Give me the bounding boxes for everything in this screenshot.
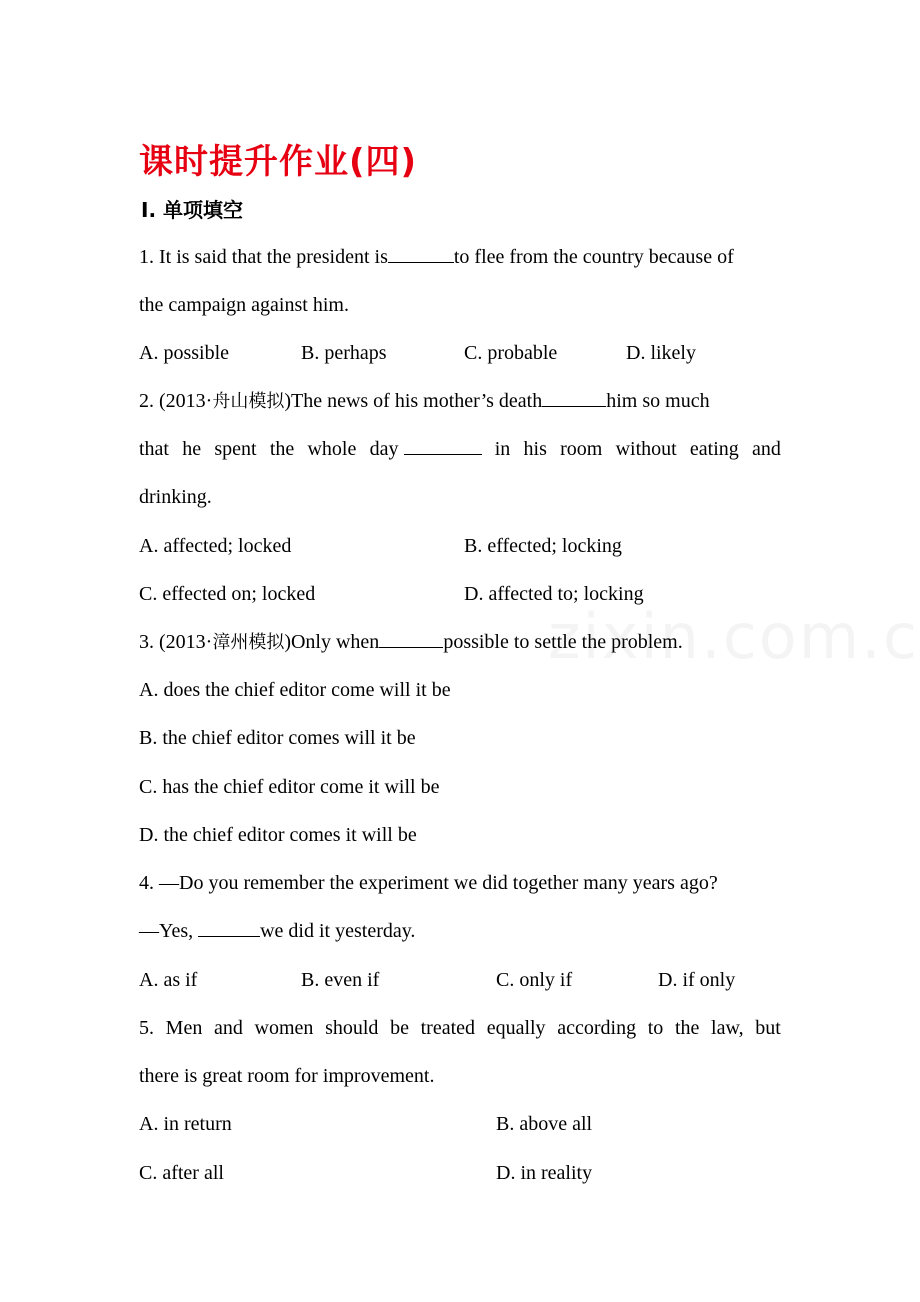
question-1-line-2: the campaign against him.	[139, 294, 349, 316]
word: the	[674, 1017, 700, 1039]
q4-option-b: B. even if	[301, 969, 380, 991]
q2-option-a: A. affected; locked	[139, 535, 292, 557]
question-5-line-1	[139, 1014, 781, 1042]
question-text: 2. (2013·	[139, 390, 213, 412]
word: the	[269, 438, 295, 460]
q3-option-c: C. has the chief editor come it will be	[139, 776, 440, 798]
word: whole	[307, 438, 357, 460]
question-text: 1. It is said that the president is	[139, 246, 388, 268]
word: room	[560, 438, 603, 460]
q1-option-d: D. likely	[626, 342, 696, 364]
q1-option-a: A. possible	[139, 342, 229, 364]
answer-blank	[542, 388, 606, 407]
question-4-line-1: 4. —Do you remember the experiment we did together many years ago?	[139, 872, 718, 894]
answer-blank	[404, 436, 482, 455]
word: day	[369, 438, 399, 460]
q3-option-d: D. the chief editor comes it will be	[139, 824, 417, 846]
question-text: we did it yesterday.	[260, 920, 416, 942]
answer-blank	[379, 629, 443, 648]
word: should	[325, 1017, 379, 1039]
word: in	[494, 438, 511, 460]
q3-option-b: B. the chief editor comes will it be	[139, 727, 416, 749]
answer-blank	[388, 244, 454, 263]
word: but	[755, 1017, 781, 1039]
question-1-line-1	[139, 243, 781, 271]
page-title: 课时提升作业(四)	[139, 142, 418, 182]
q2-option-b: B. effected; locking	[464, 535, 622, 557]
answer-blank	[198, 918, 260, 937]
word: be	[390, 1017, 409, 1039]
word: according	[557, 1017, 637, 1039]
q4-option-a: A. as if	[139, 969, 198, 991]
question-source: 舟山模拟	[212, 391, 285, 412]
word: his	[523, 438, 547, 460]
question-source: 漳州模拟	[212, 632, 285, 653]
question-4-line-2	[139, 917, 781, 945]
question-2-line-1	[139, 387, 781, 416]
word: to	[647, 1017, 664, 1039]
q1-option-c: C. probable	[464, 342, 558, 364]
word: 5.	[139, 1017, 154, 1039]
q1-option-b: B. perhaps	[301, 342, 387, 364]
word: and	[213, 1017, 243, 1039]
q5-option-a: A. in return	[139, 1113, 232, 1135]
q3-option-a: A. does the chief editor come will it be	[139, 679, 451, 701]
word: treated	[420, 1017, 476, 1039]
question-text: to flee from the country because of	[453, 246, 734, 268]
word: law,	[711, 1017, 744, 1039]
day-with-blank	[370, 435, 482, 463]
q5-option-b: B. above all	[496, 1113, 593, 1135]
word: eating	[689, 438, 739, 460]
word: and	[752, 438, 781, 460]
q4-option-c: C. only if	[496, 969, 573, 991]
question-3-line-1	[139, 628, 781, 657]
question-text: )Only when	[284, 631, 380, 653]
question-text: 3. (2013·	[139, 631, 213, 653]
q5-option-d: D. in reality	[496, 1162, 593, 1184]
question-text: him so much	[606, 390, 710, 412]
word: that	[139, 438, 169, 460]
q5-option-c: C. after all	[139, 1162, 224, 1184]
section-heading: Ⅰ. 单项填空	[141, 198, 244, 222]
question-2-line-3: drinking.	[139, 486, 212, 508]
question-text: —Yes,	[139, 920, 194, 942]
question-text: possible to settle the problem.	[443, 631, 683, 653]
word: equally	[486, 1017, 546, 1039]
word: without	[615, 438, 677, 460]
word: he	[182, 438, 202, 460]
question-2-line-2	[139, 435, 781, 463]
q4-option-d: D. if only	[658, 969, 736, 991]
word: Men	[165, 1017, 203, 1039]
question-text: )The news of his mother’s death	[284, 390, 543, 412]
word: spent	[214, 438, 257, 460]
q2-option-d: D. affected to; locking	[464, 583, 644, 605]
word: women	[254, 1017, 314, 1039]
q2-option-c: C. effected on; locked	[139, 583, 316, 605]
question-5-line-2: there is great room for improvement.	[139, 1065, 435, 1087]
